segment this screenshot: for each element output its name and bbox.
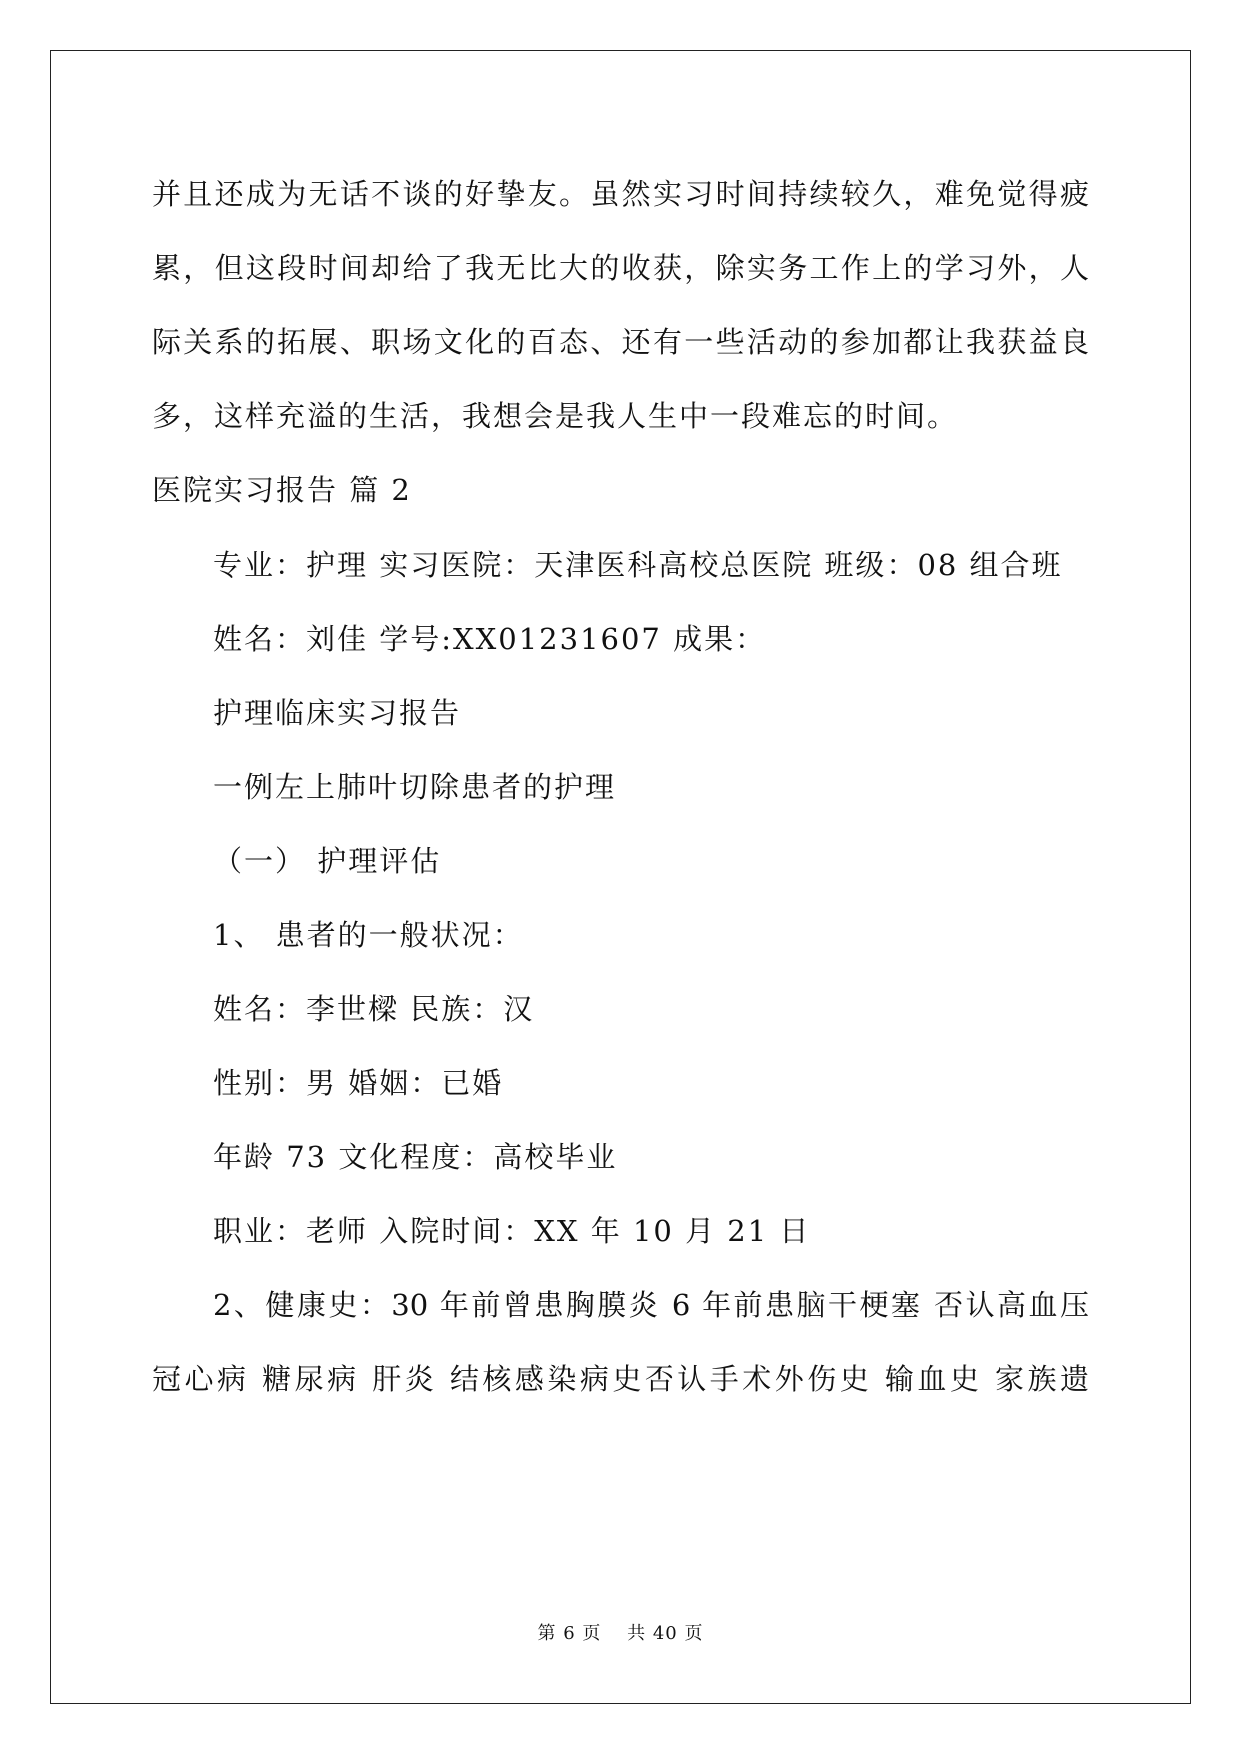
paragraph-line: 际关系的拓展、职场文化的百态、还有一些活动的参加都让我获益良 — [152, 325, 1089, 359]
info-line: 年龄 73 文化程度：高校毕业 — [213, 1140, 618, 1174]
info-line: 一例左上肺叶切除患者的护理 — [213, 770, 617, 804]
paragraph-line: 累，但这段时间却给了我无比大的收获，除实务工作上的学习外，人 — [152, 251, 1089, 285]
info-line: 1、 患者的一般状况： — [213, 918, 524, 952]
info-line: 职业：老师 入院时间：XX 年 10 月 21 日 — [213, 1214, 811, 1248]
info-line: 专业：护理 实习医院：天津医科高校总医院 班级：08 组合班 — [213, 548, 1063, 582]
info-line: 姓名：李世樑 民族：汉 — [213, 992, 535, 1026]
section-heading: 医院实习报告 篇 2 — [152, 473, 412, 507]
paragraph-line: 多，这样充溢的生活，我想会是我人生中一段难忘的时间。 — [152, 399, 959, 433]
paragraph-line: 并且还成为无话不谈的好挚友。虽然实习时间持续较久，难免觉得疲 — [152, 177, 1089, 211]
info-line: （一） 护理评估 — [213, 844, 442, 878]
paragraph-line: 冠心病 糖尿病 肝炎 结核感染病史否认手术外伤史 输血史 家族遗 — [152, 1362, 1089, 1396]
paragraph-line: 2、健康史：30 年前曾患胸膜炎 6 年前患脑干梗塞 否认高血压 — [213, 1288, 1089, 1322]
info-line: 性别：男 婚姻：已婚 — [213, 1066, 504, 1100]
info-line: 护理临床实习报告 — [213, 696, 462, 730]
page-number: 第 6 页 共 40 页 — [537, 1623, 704, 1644]
info-line: 姓名：刘佳 学号:XX01231607 成果： — [213, 622, 767, 656]
